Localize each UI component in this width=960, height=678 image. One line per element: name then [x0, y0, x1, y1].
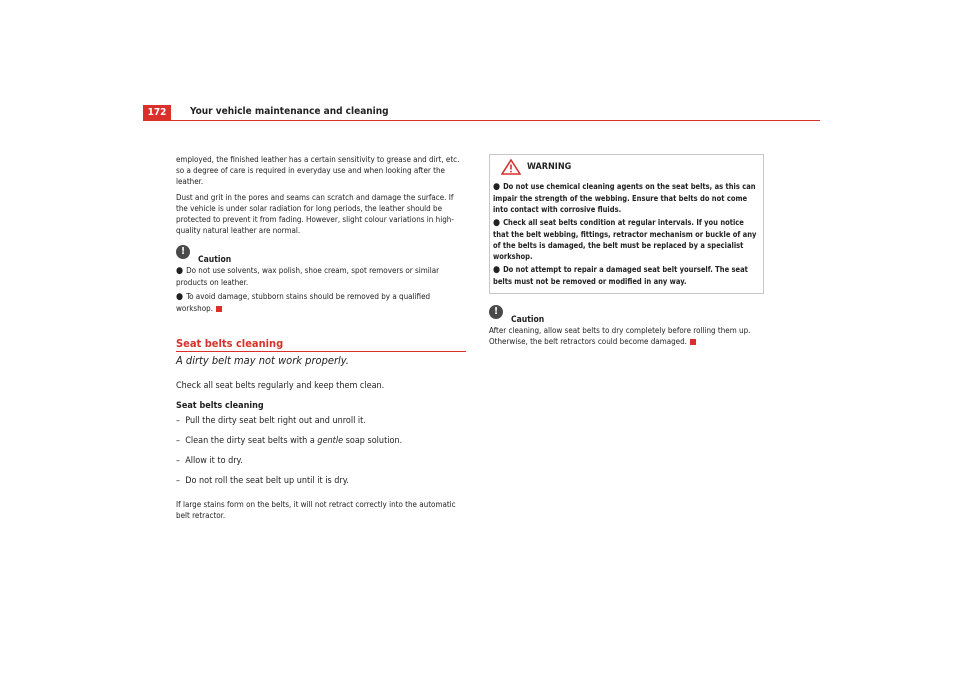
- warning-triangle-icon: [501, 159, 521, 175]
- section-title: Seat belts cleaning: [176, 337, 284, 350]
- retractor-note: If large stains form on the belts, it will not retract correctly into the automatic belt retractor.: [176, 500, 456, 520]
- step-item: – Clean the dirty seat belts with a gentle soap solution.: [176, 436, 403, 446]
- end-of-section-mark: [216, 306, 222, 312]
- right-column: [489, 154, 764, 352]
- caution-heading: [489, 306, 764, 325]
- warning-item: ● Check all seat belts condition at regular intervals. If you notice that the belt webbing, fittings, retractor mechanism or buckle of any of the belts is damaged, the belt must be replaced by a specialist workshop.: [493, 218, 757, 261]
- page-number: 172: [143, 105, 171, 121]
- step-item: – Pull the dirty seat belt right out and unroll it.: [176, 416, 366, 426]
- caution-icon: !: [176, 245, 190, 259]
- caution-item: ● Do not use solvents, wax polish, shoe cream, spot removers or similar products on leather.: [176, 266, 440, 287]
- warning-item: ● Do not use chemical cleaning agents on the seat belts, as this can impair the strength of the webbing. Ensure that belts do not come into contact with corrosive fluids.: [493, 182, 756, 214]
- caution-text: After cleaning, allow seat belts to dry completely before rolling them up. Otherwise, the belt retractors could become damaged.: [489, 326, 751, 346]
- leather-paragraph-1: employed, the finished leather has a certain sensitivity to grease and dirt, etc. so a degree of care is required in everyday use and when looking after the leather.: [176, 155, 460, 186]
- warning-box: [489, 154, 764, 294]
- caution-item: ● To avoid damage, stubborn stains should be removed by a qualified workshop.: [176, 292, 431, 313]
- warning-item: ● Do not attempt to repair a damaged seat belt yourself. The seat belts must not be removed or modified in any way.: [493, 265, 748, 286]
- warning-heading: [501, 159, 760, 175]
- leather-paragraph-2: Dust and grit in the pores and seams can scratch and damage the surface. If the vehicle is under solar radiation for long periods, the leather should be protected to prevent it from fading. However, slight colour variations in high-quality natural leather are normal.: [176, 193, 454, 235]
- section-subtitle: A dirty belt may not work properly.: [176, 354, 349, 367]
- header-rule: [143, 120, 820, 121]
- end-of-section-mark: [690, 339, 696, 345]
- section-rule: [176, 351, 466, 352]
- caution-heading: [176, 246, 466, 265]
- step-item: – Do not roll the seat belt up until it is dry.: [176, 476, 349, 486]
- caution-label: Caution: [198, 254, 232, 265]
- warning-label: WARNING: [527, 161, 572, 172]
- left-column: [176, 154, 466, 526]
- caution-label: Caution: [511, 314, 545, 325]
- steps-heading: Seat belts cleaning: [176, 401, 264, 411]
- caution-icon: !: [489, 305, 503, 319]
- section-intro: Check all seat belts regularly and keep them clean.: [176, 381, 385, 391]
- step-item: – Allow it to dry.: [176, 456, 243, 466]
- page-header-title: Your vehicle maintenance and cleaning: [190, 106, 389, 117]
